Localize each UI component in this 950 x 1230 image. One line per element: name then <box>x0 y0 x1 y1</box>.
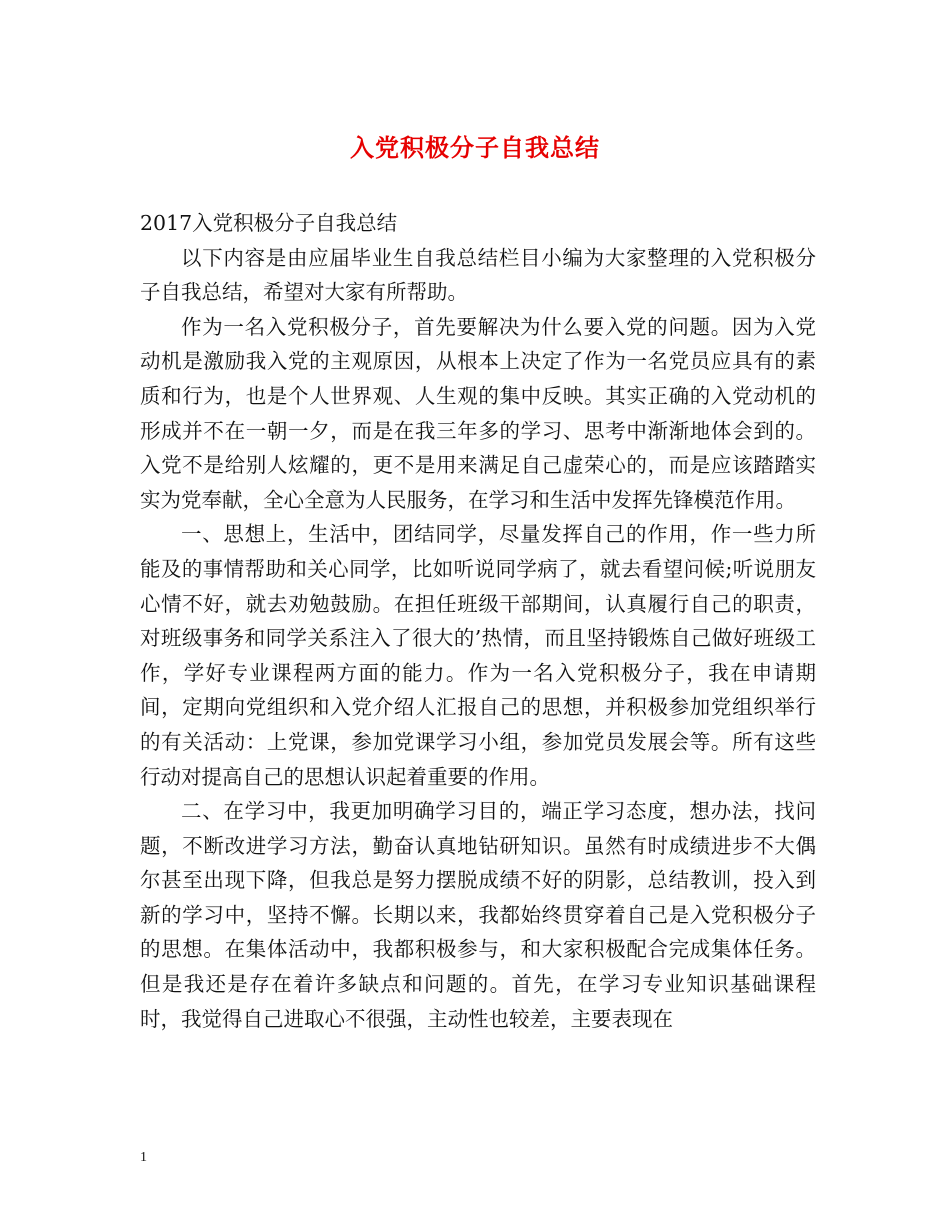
document-body <box>140 206 816 1036</box>
paragraph-thought: 一、思想上，生活中，团结同学，尽量发挥自己的作用，作一些力所能及的事情帮助和关心同学，比如听说同学病了，就去看望问候;听说朋友心情不好，就去劝勉鼓励。在担任班级干部期间，认真履行自己的职责，对班级事务和同学关系注入了很大的’热情，而且坚持锻炼自己做好班级工作，学好专业课程两方面的能力。作为一名入党积极分子，我在申请期间，定期向党组织和入党介绍人汇报自己的思想，并积极参加党组织举行的有关活动：上党课，参加党课学习小组，参加党员发展会等。所有这些行动对提高自己的思想认识起着重要的作用。 <box>140 522 816 789</box>
paragraph-motivation: 作为一名入党积极分子，首先要解决为什么要入党的问题。因为入党动机是激励我入党的主观原因，从根本上决定了作为一名党员应具有的素质和行为，也是个人世界观、人生观的集中反映。其实正确的入党动机的形成并不在一朝一夕，而是在我三年多的学习、思考中渐渐地体会到的。入党不是给别人炫耀的，更不是用来满足自己虚荣心的，而是应该踏踏实实为党奉献，全心全意为人民服务，在学习和生活中发挥先锋模范作用。 <box>140 314 816 512</box>
paragraph-study: 二、在学习中，我更加明确学习目的，端正学习态度，想办法，找问题，不断改进学习方法，勤奋认真地钻研知识。虽然有时成绩进步不大偶尔甚至出现下降，但我总是努力摆脱成绩不好的阴影，总结教训，投入到新的学习中，坚持不懈。长期以来，我都始终贯穿着自己是入党积极分子的思想。在集体活动中，我都积极参与，和大家积极配合完成集体任务。但是我还是存在着许多缺点和问题的。首先，在学习专业知识基础课程时，我觉得自己进取心不很强，主动性也较差，主要表现在 <box>140 799 816 1031</box>
paragraph-intro: 以下内容是由应届毕业生自我总结栏目小编为大家整理的入党积极分子自我总结，希望对大家有所帮助。 <box>140 245 816 305</box>
document-title: 入党积极分子自我总结 <box>350 133 600 162</box>
document-subtitle: 2017入党积极分子自我总结 <box>140 211 398 235</box>
page-number: 1 <box>140 1150 147 1165</box>
